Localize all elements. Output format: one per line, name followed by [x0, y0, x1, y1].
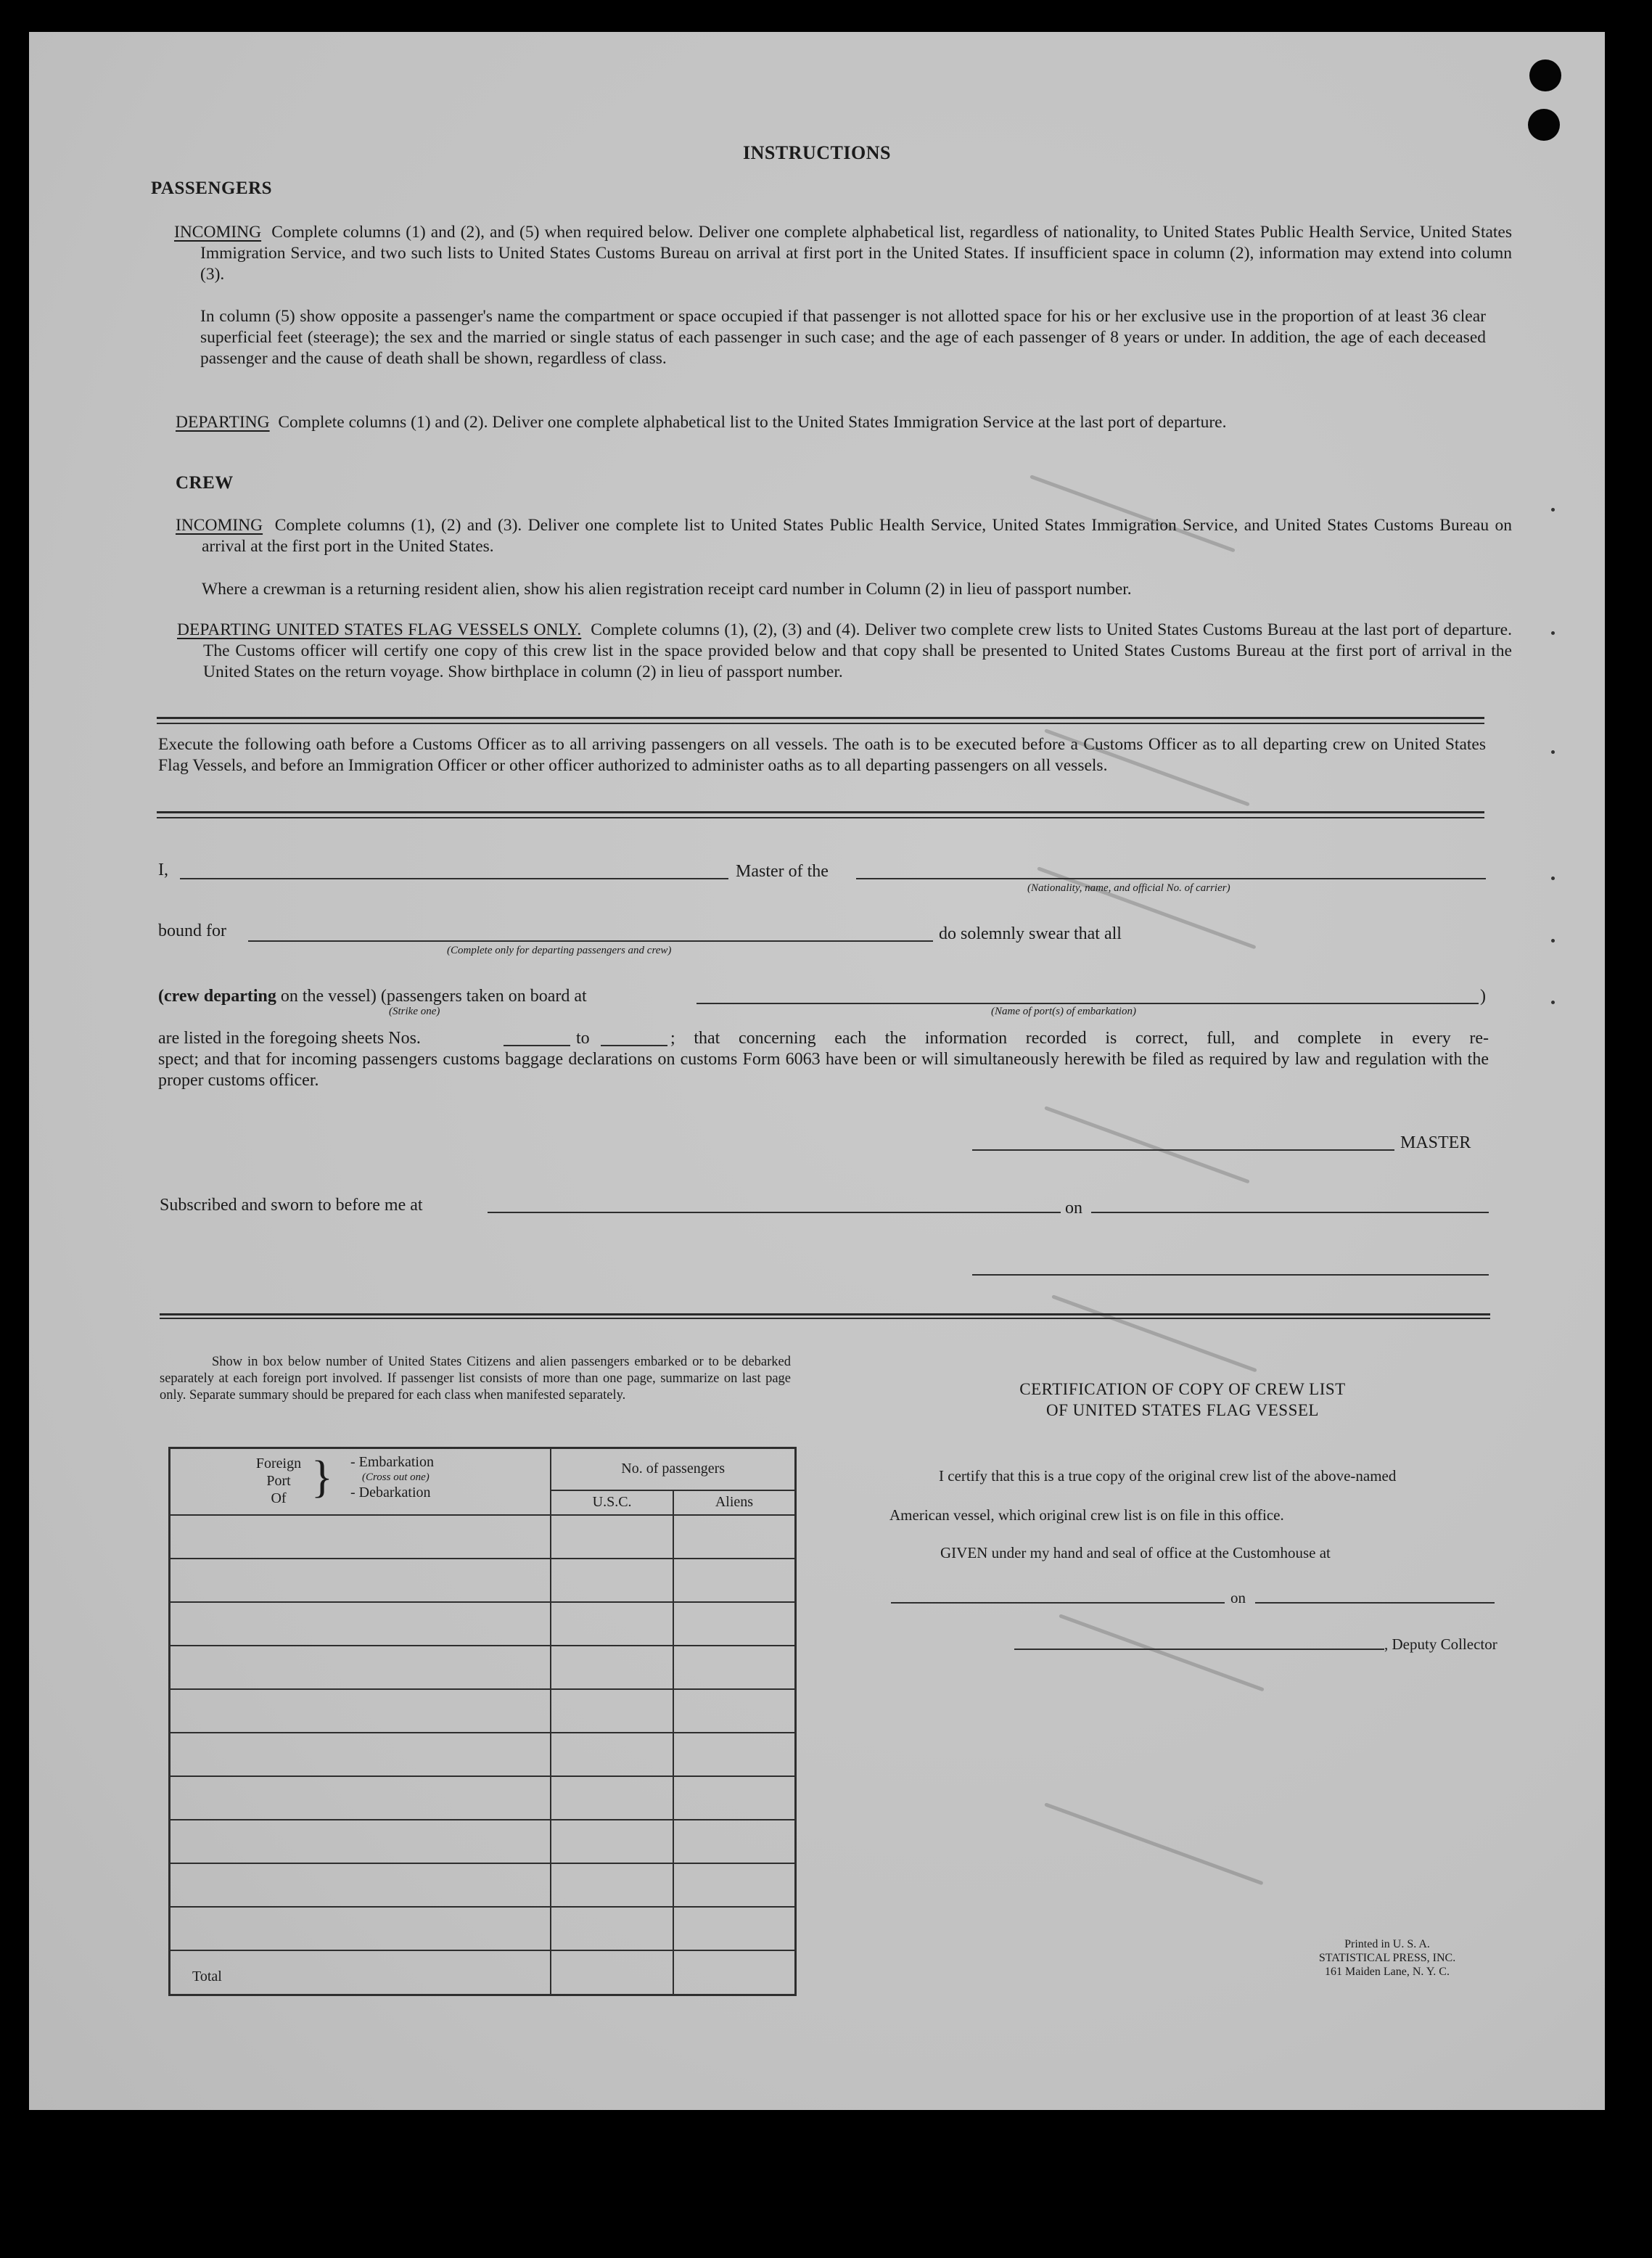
- passengers-heading: PASSENGERS: [151, 178, 273, 198]
- table-row: [170, 1515, 796, 1559]
- stray-mark: [1551, 1001, 1555, 1004]
- foreign-label: Foreign: [255, 1456, 302, 1471]
- port-cell[interactable]: [170, 1863, 551, 1907]
- crew-incoming-paragraph-2: Where a crewman is a returning resident alien, show his alien registration receipt card number in Column (2) in lieu of passport number.: [202, 580, 1132, 599]
- listed-text: ; that concerning each the information recorded is correct, full, and complete in every re-: [670, 1029, 1489, 1048]
- subscribed-date-field[interactable]: [1091, 1212, 1489, 1213]
- aliens-cell[interactable]: [673, 1733, 796, 1776]
- port-cell[interactable]: [170, 1559, 551, 1602]
- passengers-incoming-paragraph-2: In column (5) show opposite a passenger's name the compartment or space occupied if that passenger is not allotted space for his or her exclusive use in the proportion of at least 36 clear superficial feet (steerage); the sex and the married or single status of each passenger in such case; and the age of each passenger of 8 years or under. In addition, the age of each deceased passenger and the cause of death shall be shown, regardless of class.: [200, 307, 1486, 368]
- deputy-collector-label: , Deputy Collector: [1384, 1635, 1497, 1653]
- passengers-incoming-label: INCOMING: [174, 223, 262, 242]
- usc-header: U.S.C.: [551, 1490, 673, 1515]
- aliens-cell[interactable]: [673, 1559, 796, 1602]
- given-text: GIVEN under my hand and seal of office at the Customhouse at: [940, 1544, 1331, 1561]
- listed-text-2: spect; and that for incoming passengers customs baggage declarations on customs Form 6063 have been or will simultaneously herewith be filed as required by law and regulation with the proper customs officer.: [158, 1050, 1489, 1090]
- subscribed-place-field[interactable]: [488, 1212, 1061, 1213]
- bleed-through-mark: [1044, 1802, 1263, 1885]
- crew-incoming-paragraph: [176, 515, 1512, 557]
- usc-cell[interactable]: [551, 1602, 673, 1646]
- passengers-incoming-paragraph: [174, 222, 1512, 285]
- table-row: [170, 1689, 796, 1733]
- crew-departing-paragraph: [177, 620, 1512, 683]
- crew-departing-option: [158, 987, 587, 1006]
- embarkation-port-field[interactable]: [696, 1003, 1479, 1004]
- divider: [160, 1313, 1490, 1315]
- divider: [157, 817, 1484, 818]
- strike-caption: (Strike one): [389, 1006, 440, 1017]
- table-row: [170, 1907, 796, 1950]
- officer-signature-field[interactable]: [972, 1274, 1489, 1276]
- brace-icon: }: [311, 1453, 333, 1502]
- port-cell[interactable]: [170, 1515, 551, 1559]
- deputy-signature-field[interactable]: [1014, 1649, 1384, 1650]
- punch-hole: [1528, 109, 1560, 141]
- port-cell[interactable]: [170, 1602, 551, 1646]
- passengers-departing-label: DEPARTING: [176, 413, 270, 432]
- table-row: [170, 1863, 796, 1907]
- divider: [157, 717, 1484, 719]
- aliens-cell[interactable]: [673, 1863, 796, 1907]
- stray-mark: [1551, 876, 1555, 880]
- usc-cell[interactable]: [551, 1820, 673, 1863]
- aliens-cell[interactable]: [673, 1602, 796, 1646]
- crew-departing-label: DEPARTING UNITED STATES FLAG VESSELS ONLY.: [177, 620, 582, 639]
- table-row: [170, 1646, 796, 1689]
- usc-cell[interactable]: [551, 1689, 673, 1733]
- total-aliens-cell[interactable]: [673, 1950, 796, 1995]
- passengers-departing-paragraph: [176, 412, 1512, 433]
- port-cell[interactable]: [170, 1689, 551, 1733]
- stray-mark: [1551, 631, 1555, 635]
- divider: [160, 1318, 1490, 1319]
- customhouse-field[interactable]: [891, 1602, 1225, 1604]
- stray-mark: [1551, 508, 1555, 512]
- bleed-through-mark: [1051, 1294, 1257, 1372]
- port-cell[interactable]: [170, 1820, 551, 1863]
- aliens-cell[interactable]: [673, 1646, 796, 1689]
- oath-i-label: I,: [158, 861, 168, 879]
- total-label: Total: [170, 1950, 551, 1995]
- crew-incoming-text: Complete columns (1), (2) and (3). Deliver one complete list to United States Public Health Service, United States Immigration Service, and United States Customs Bureau on arrival at the first port in the United States.: [202, 516, 1512, 556]
- usc-cell[interactable]: [551, 1559, 673, 1602]
- of-label: Of: [271, 1490, 287, 1506]
- passengers-departing-text: Complete columns (1) and (2). Deliver one complete alphabetical list to the United States Immigration Service at the last port of departure.: [278, 413, 1227, 432]
- port-label: Port: [266, 1473, 291, 1489]
- table-row: [170, 1602, 796, 1646]
- master-name-field[interactable]: [180, 878, 728, 879]
- bound-for-field[interactable]: [248, 940, 933, 942]
- usc-cell[interactable]: [551, 1515, 673, 1559]
- table-row: [170, 1776, 796, 1820]
- bound-for-label: bound for: [158, 921, 226, 940]
- close-paren: ): [1480, 987, 1486, 1006]
- usc-cell[interactable]: [551, 1907, 673, 1950]
- crew-incoming-label: INCOMING: [176, 516, 263, 535]
- certification-date-field[interactable]: [1255, 1602, 1495, 1604]
- aliens-cell[interactable]: [673, 1907, 796, 1950]
- bound-for-caption: (Complete only for departing passengers and crew): [447, 945, 672, 956]
- table-row: [170, 1559, 796, 1602]
- printer-line-3: 161 Maiden Lane, N. Y. C.: [1325, 1966, 1450, 1978]
- subscribed-label: Subscribed and sworn to before me at: [160, 1196, 423, 1215]
- aliens-cell[interactable]: [673, 1689, 796, 1733]
- certification-on-label: on: [1230, 1589, 1246, 1606]
- certification-title-line-2: OF UNITED STATES FLAG VESSEL: [1046, 1401, 1319, 1419]
- port-cell[interactable]: [170, 1907, 551, 1950]
- listed-sheets-label: are listed in the foregoing sheets Nos.: [158, 1029, 421, 1048]
- certification-title-line-1: CERTIFICATION OF COPY OF CREW LIST: [1019, 1380, 1346, 1398]
- foreign-port-header: [170, 1448, 551, 1515]
- listed-to-label: to: [576, 1029, 590, 1048]
- certification-title: [889, 1379, 1476, 1421]
- summary-note: Show in box below number of United States Citizens and alien passengers embarked or to be debarked separately at each foreign port involved. If passenger list consists of more than one page, summarize on last page only. Separate summary should be prepared for each class when manifested separately.: [160, 1355, 791, 1403]
- passengers-incoming-text: Complete columns (1) and (2), and (5) when required below. Deliver one complete alphabetical list, regardless of nationality, to United States Public Health Service, United States Immigration Service, and two such lists to United States Customs Bureau on arrival at first port in the United States. If insufficient space in column (2), information may extend into column (3).: [200, 223, 1513, 284]
- american-vessel-text: American vessel, which original crew list is on file in this office.: [889, 1506, 1284, 1524]
- certify-text: I certify that this is a true copy of the original crew list of the above-named: [939, 1467, 1397, 1485]
- bleed-through-mark: [1059, 1614, 1265, 1691]
- swear-text: do solemnly swear that all: [939, 924, 1122, 943]
- master-signature-field[interactable]: [972, 1149, 1394, 1151]
- printer-line-2: STATISTICAL PRESS, INC.: [1318, 1952, 1456, 1964]
- port-caption: (Name of port(s) of embarkation): [991, 1006, 1136, 1017]
- divider: [157, 723, 1484, 724]
- sheet-from-field[interactable]: [504, 1045, 570, 1046]
- aliens-cell[interactable]: [673, 1776, 796, 1820]
- crew-departing-strike[interactable]: (crew departing: [158, 987, 276, 1006]
- port-cell[interactable]: [170, 1733, 551, 1776]
- port-cell[interactable]: [170, 1776, 551, 1820]
- aliens-header: Aliens: [673, 1490, 796, 1515]
- carrier-field[interactable]: [856, 878, 1486, 879]
- passenger-summary-table: [168, 1447, 797, 1996]
- crew-departing-text: Complete columns (1), (2), (3) and (4). Deliver two complete crew lists to United States Customs Bureau at the last port of departure. The Customs officer will certify one copy of this crew list in the space provided below and that copy shall be presented to United States Customs Bureau at the first port of arrival in the United States on the return voyage. Show birthplace in column (2) in lieu of passport number.: [203, 620, 1512, 681]
- printer-imprint: [1278, 1937, 1496, 1979]
- form-sheet: [29, 32, 1605, 2110]
- bleed-through-mark: [1044, 1106, 1250, 1183]
- embarkation-label[interactable]: - Embarkation: [350, 1454, 434, 1470]
- port-cell[interactable]: [170, 1646, 551, 1689]
- divider: [157, 811, 1484, 813]
- master-label: MASTER: [1400, 1133, 1471, 1152]
- stray-mark: [1551, 939, 1555, 943]
- debarkation-label[interactable]: - Debarkation: [350, 1485, 431, 1500]
- aliens-cell[interactable]: [673, 1515, 796, 1559]
- stray-mark: [1551, 750, 1555, 754]
- sheet-to-field[interactable]: [601, 1045, 667, 1046]
- subscribed-on-label: on: [1065, 1199, 1082, 1218]
- usc-cell[interactable]: [551, 1863, 673, 1907]
- punch-hole: [1529, 59, 1561, 91]
- usc-cell[interactable]: [551, 1733, 673, 1776]
- on-vessel-text: on the vessel) (passengers taken on board at: [280, 987, 587, 1006]
- carrier-caption: (Nationality, name, and official No. of carrier): [1027, 882, 1230, 894]
- page-title: INSTRUCTIONS: [743, 142, 891, 163]
- oath-instructions: Execute the following oath before a Customs Officer as to all arriving passengers on all vessels. The oath is to be executed before a Customs Officer as to all departing crew on United States Flag Vessels, and before an Immigration Officer or other officer authorized to administer oaths as to all departing passengers on all vessels.: [158, 735, 1486, 775]
- printer-line-1: Printed in U. S. A.: [1344, 1938, 1430, 1950]
- usc-cell[interactable]: [551, 1646, 673, 1689]
- total-usc-cell[interactable]: [551, 1950, 673, 1995]
- table-row: [170, 1820, 796, 1863]
- crew-heading: CREW: [176, 473, 234, 493]
- usc-cell[interactable]: [551, 1776, 673, 1820]
- table-row: [170, 1733, 796, 1776]
- master-of-the-label: Master of the: [736, 862, 829, 881]
- aliens-cell[interactable]: [673, 1820, 796, 1863]
- cross-out-caption: (Cross out one): [362, 1471, 430, 1483]
- no-passengers-header: No. of passengers: [551, 1448, 795, 1490]
